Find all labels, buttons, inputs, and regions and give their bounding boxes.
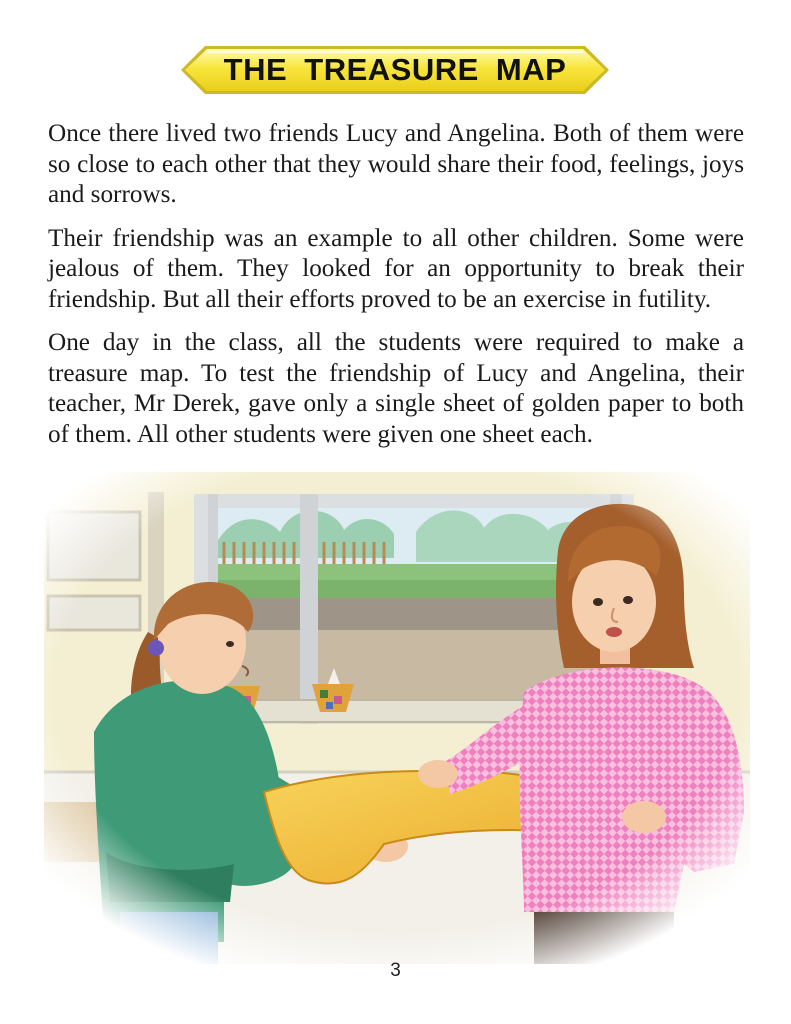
paragraph-1: Once there lived two friends Lucy and Angelina. Both of them were so close to each other that they would share their food, feelings, joys and sorrows. — [48, 120, 744, 208]
title-banner — [181, 44, 609, 96]
paragraph-2: Their friendship was an example to all other children. Some were jealous of them. They looked for an opportunity to break their friendship. But all their efforts proved to be an exercise in futility. — [48, 224, 744, 313]
page-number: 3 — [390, 960, 401, 981]
story-text — [48, 119, 744, 463]
story-illustration — [44, 472, 750, 964]
paragraph-3: One day in the class, all the students were required to make a treasure map. To test the friendship of Lucy and Angelina, their teacher, Mr Derek, gave only a single sheet of golden paper to both of them. All other students were given one sheet each. — [48, 329, 744, 448]
classroom-scene — [44, 472, 750, 964]
page-title: THE TREASURE MAP — [223, 52, 567, 87]
